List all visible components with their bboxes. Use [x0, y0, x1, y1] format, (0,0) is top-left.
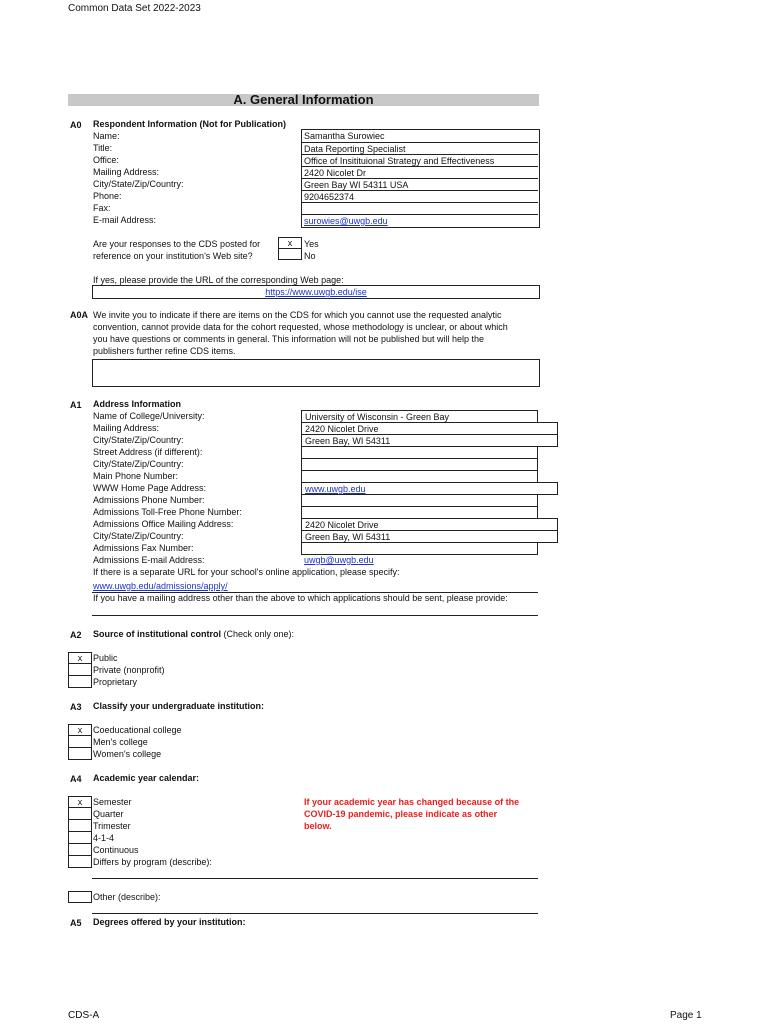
cds-posted-question-line1: Are your responses to the CDS posted for	[93, 239, 261, 249]
section-title: A. General Information	[233, 92, 374, 107]
a0-heading: Respondent Information (Not for Publication)	[93, 119, 286, 129]
document-header: Common Data Set 2022-2023	[68, 3, 201, 14]
womens-label: Women's college	[93, 749, 162, 759]
a1-label: Main Phone Number:	[93, 471, 179, 481]
continuous-checkbox[interactable]	[68, 844, 92, 856]
control-public-label: Public	[93, 653, 118, 663]
control-public-checkbox[interactable]: x	[68, 652, 92, 664]
footer-page-number: Page 1	[670, 1010, 702, 1021]
coed-checkbox[interactable]: x	[68, 724, 92, 736]
quarter-checkbox[interactable]	[68, 808, 92, 820]
a1-label: Admissions Phone Number:	[93, 495, 205, 505]
differs-describe-rule[interactable]	[92, 878, 538, 879]
womens-checkbox[interactable]	[68, 748, 92, 760]
respondent-title-label: Title:	[93, 143, 113, 153]
a0a-text-line1: We invite you to indicate if there are items on the CDS for which you cannot use the requested analytic	[93, 310, 502, 320]
college-city-field[interactable]: Green Bay, WI 54311	[301, 434, 558, 447]
covid-note-line3: below.	[304, 821, 332, 831]
url-prompt: If yes, please provide the URL of the corresponding Web page:	[93, 275, 344, 285]
a1-label: Mailing Address:	[93, 423, 160, 433]
a1-label: City/State/Zip/Country:	[93, 459, 184, 469]
respondent-name-label: Name:	[93, 131, 120, 141]
cds-posted-no-label: No	[304, 251, 316, 261]
mens-label: Men's college	[93, 737, 148, 747]
other-describe-rule[interactable]	[92, 913, 538, 914]
cds-url-field[interactable]	[92, 285, 540, 299]
cds-posted-yes-checkbox[interactable]: x	[278, 237, 302, 249]
four-one-four-checkbox[interactable]	[68, 832, 92, 844]
control-proprietary-label: Proprietary	[93, 677, 138, 687]
differs-label: Differs by program (describe):	[93, 857, 212, 867]
respondent-fax-field[interactable]	[301, 202, 538, 214]
quarter-label: Quarter	[93, 809, 124, 819]
a0a-code: A0A	[70, 310, 89, 320]
continuous-label: Continuous	[93, 845, 139, 855]
homepage-field[interactable]: www.uwgb.edu	[301, 482, 558, 495]
a0-code: A0	[70, 120, 82, 130]
control-private-checkbox[interactable]	[68, 664, 92, 676]
a1-label: Admissions Office Mailing Address:	[93, 519, 234, 529]
a0a-text-line4: publishers further refine CDS items.	[93, 346, 236, 356]
four-one-four-label: 4-1-4	[93, 833, 115, 843]
respondent-office-field[interactable]: Office of Insitituional Strategy and Effectiveness	[301, 154, 538, 167]
college-name-field[interactable]: University of Wisconsin - Green Bay	[301, 410, 538, 423]
a1-label: City/State/Zip/Country:	[93, 531, 184, 541]
semester-label: Semester	[93, 797, 132, 807]
section-banner	[68, 94, 539, 106]
a3-code: A3	[70, 702, 82, 712]
a1-label: City/State/Zip/Country:	[93, 435, 184, 445]
covid-note-line1: If your academic year has changed because of the	[304, 797, 520, 807]
online-app-url[interactable]: www.uwgb.edu/admissions/apply/	[93, 581, 228, 591]
coed-label: Coeducational college	[93, 725, 182, 735]
trimester-label: Trimester	[93, 821, 131, 831]
trimester-checkbox[interactable]	[68, 820, 92, 832]
college-mailing-field[interactable]: 2420 Nicolet Drive	[301, 422, 558, 435]
a4-heading: Academic year calendar:	[93, 773, 200, 783]
cds-posted-question-line2: reference on your institution's Web site?	[93, 251, 253, 261]
cds-posted-yes-label: Yes	[304, 239, 319, 249]
respondent-email-label: E-mail Address:	[93, 215, 157, 225]
other-calendar-checkbox[interactable]	[68, 891, 92, 903]
mens-checkbox[interactable]	[68, 736, 92, 748]
a1-label: Admissions Toll-Free Phone Number:	[93, 507, 242, 517]
covid-note-line2: COVID-19 pandemic, please indicate as other	[304, 809, 498, 819]
a0a-text-line3: you have questions or comments in general. This information will not be published but will help the	[93, 334, 485, 344]
differs-checkbox[interactable]	[68, 856, 92, 868]
a2-heading: Source of institutional control	[93, 629, 221, 639]
admissions-city-field[interactable]: Green Bay, WI 54311	[301, 530, 558, 543]
a5-heading: Degrees offered by your institution:	[93, 917, 246, 927]
respondent-city-label: City/State/Zip/Country:	[93, 179, 184, 189]
control-private-label: Private (nonprofit)	[93, 665, 165, 675]
cds-url-link[interactable]: https://www.uwgb.edu/ise	[265, 287, 367, 297]
alt-mailing-prompt: If you have a mailing address other than the above to which applications should be sent, please provide:	[93, 593, 508, 603]
cds-posted-no-checkbox[interactable]	[278, 249, 302, 260]
other-calendar-label: Other (describe):	[93, 892, 161, 902]
admissions-mailing-field[interactable]: 2420 Nicolet Drive	[301, 518, 558, 531]
respondent-email-field[interactable]: surowies@uwgb.edu	[301, 214, 538, 227]
respondent-title-field[interactable]: Data Reporting Specialist	[301, 142, 538, 155]
respondent-phone-field[interactable]: 9204652374	[301, 190, 538, 203]
a1-label: Admissions Fax Number:	[93, 543, 194, 553]
a1-heading: Address Information	[93, 399, 182, 409]
respondent-name-field[interactable]: Samantha Surowiec	[304, 131, 385, 141]
a5-code: A5	[70, 918, 82, 928]
respondent-mailing-field[interactable]: 2420 Nicolet Dr	[301, 166, 538, 179]
a2-code: A2	[70, 630, 82, 640]
respondent-city-field[interactable]: Green Bay WI 54311 USA	[301, 178, 538, 191]
control-proprietary-checkbox[interactable]	[68, 676, 92, 688]
a2-heading-suffix: (Check only one):	[223, 629, 295, 639]
online-app-prompt: If there is a separate URL for your school's online application, please specify:	[93, 567, 400, 577]
respondent-fax-label: Fax:	[93, 203, 111, 213]
a1-label: Name of College/University:	[93, 411, 205, 421]
a1-label: Admissions E-mail Address:	[93, 555, 205, 565]
a0a-comments-box[interactable]	[92, 359, 540, 387]
a4-code: A4	[70, 774, 82, 784]
admissions-email-field[interactable]: uwgb@uwgb.edu	[304, 555, 374, 565]
respondent-mailing-label: Mailing Address:	[93, 167, 160, 177]
respondent-phone-label: Phone:	[93, 191, 122, 201]
a1-label: Street Address (if different):	[93, 447, 203, 457]
respondent-office-label: Office:	[93, 155, 119, 165]
a1-code: A1	[70, 400, 82, 410]
a0a-text-line2: convention, cannot provide data for the cohort requested, whose methodology is unclear, or about which	[93, 322, 508, 332]
a2-heading-wrap	[93, 628, 294, 640]
alt-mailing-rule[interactable]	[92, 615, 538, 616]
a3-heading: Classify your undergraduate institution:	[93, 701, 265, 711]
semester-checkbox[interactable]: x	[68, 796, 92, 808]
footer-left: CDS-A	[68, 1010, 100, 1021]
a1-label: WWW Home Page Address:	[93, 483, 207, 493]
